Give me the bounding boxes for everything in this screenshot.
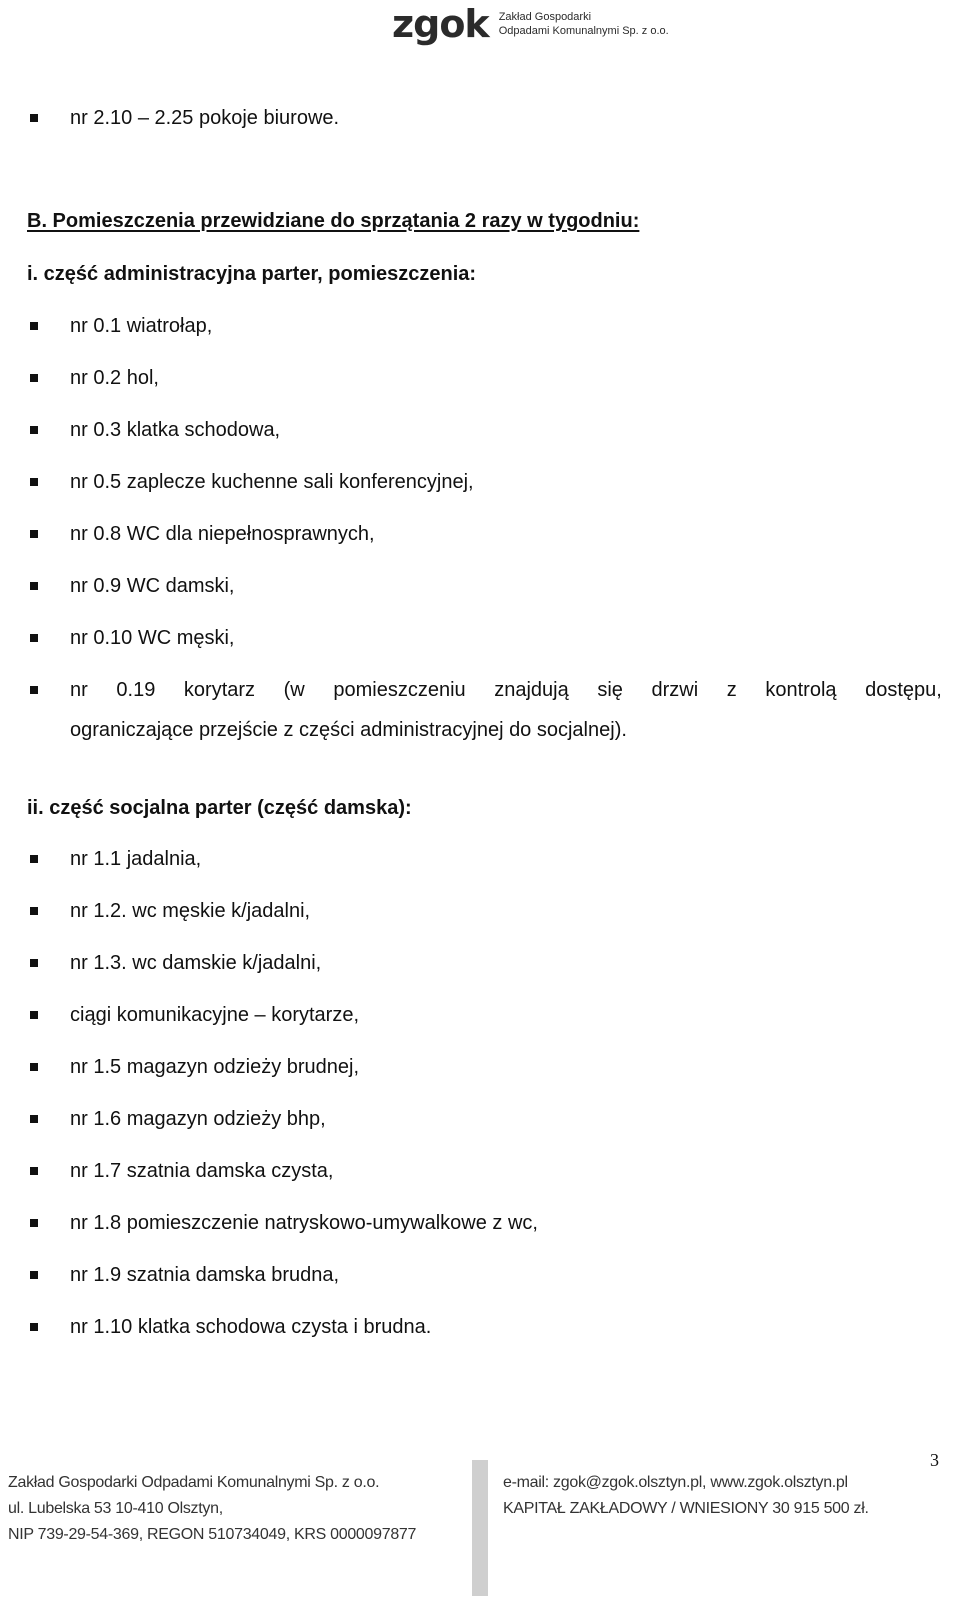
list-item-text [70, 680, 945, 740]
list-item-text: nr 1.9 szatnia damska brudna, [70, 1264, 340, 1286]
square-bullet-icon [30, 114, 38, 122]
square-bullet-icon [30, 1219, 38, 1227]
word: drzwi [651, 679, 699, 701]
square-bullet-icon [30, 478, 38, 486]
list-item-text: nr 0.1 wiatrołap, [70, 315, 213, 337]
footer-registration: NIP 739-29-54-369, REGON 510734049, KRS 0000097877 [8, 1526, 417, 1543]
square-bullet-icon [30, 1167, 38, 1175]
list-item-text: nr 1.1 jadalnia, [70, 848, 202, 870]
square-bullet-icon [30, 530, 38, 538]
word: znajdują [494, 679, 569, 701]
word: 0.19 [116, 679, 156, 701]
square-bullet-icon [30, 1323, 38, 1331]
company-logo [392, 4, 669, 44]
square-bullet-icon [30, 959, 38, 967]
logo-text [499, 10, 669, 38]
footer-divider [472, 1460, 488, 1596]
square-bullet-icon [30, 686, 38, 694]
continuation-line: ograniczające przejście z części administracyjnej do socjalnej). [70, 719, 627, 741]
list-item-text: nr 0.5 zaplecze kuchenne sali konferencyjnej, [70, 471, 474, 493]
word: z [726, 679, 737, 701]
list-item-text: ciągi komunikacyjne – korytarze, [70, 1004, 360, 1026]
section-b-heading: B. Pomieszczenia przewidziane do sprzątania 2 razy w tygodniu: [27, 210, 640, 232]
list-item-text: nr 2.10 – 2.25 pokoje biurowe. [70, 107, 340, 129]
list-item-text: nr 1.7 szatnia damska czysta, [70, 1160, 334, 1182]
footer-company-name: Zakład Gospodarki Odpadami Komunalnymi Sp. z o.o. [8, 1474, 380, 1491]
square-bullet-icon [30, 322, 38, 330]
list-item-text: nr 0.8 WC dla niepełnosprawnych, [70, 523, 375, 545]
page-footer [0, 1470, 960, 1601]
justified-line [70, 680, 942, 700]
list-item-text: nr 1.5 magazyn odzieży brudnej, [70, 1056, 360, 1078]
footer-address: ul. Lubelska 53 10-410 Olsztyn, [8, 1500, 223, 1517]
list-item-text: nr 1.10 klatka schodowa czysta i brudna. [70, 1316, 432, 1338]
logo-mark: zgok [392, 2, 489, 46]
square-bullet-icon [30, 855, 38, 863]
list-item-text: nr 0.9 WC damski, [70, 575, 235, 597]
logo-line-1: Zakład Gospodarki [498, 11, 592, 23]
footer-company-info [8, 1470, 416, 1548]
word: się [597, 679, 623, 701]
word: dostępu, [865, 679, 942, 701]
square-bullet-icon [30, 1063, 38, 1071]
list-item-text: nr 1.3. wc damskie k/jadalni, [70, 952, 322, 974]
page-header [0, 0, 960, 60]
page-number: 3 [930, 1450, 939, 1470]
list-item-text: nr 1.2. wc męskie k/jadalni, [70, 900, 311, 922]
square-bullet-icon [30, 907, 38, 915]
logo-line-2: Odpadami Komunalnymi Sp. z o.o. [498, 25, 669, 37]
footer-contact: e-mail: zgok@zgok.olsztyn.pl, www.zgok.olsztyn.pl [503, 1474, 848, 1491]
square-bullet-icon [30, 1271, 38, 1279]
square-bullet-icon [30, 374, 38, 382]
square-bullet-icon [30, 426, 38, 434]
list-item-text: nr 0.3 klatka schodowa, [70, 419, 281, 441]
square-bullet-icon [30, 1115, 38, 1123]
list-item-text: nr 1.6 magazyn odzieży bhp, [70, 1108, 326, 1130]
part-ii-heading: ii. część socjalna parter (część damska): [27, 797, 412, 819]
square-bullet-icon [30, 1011, 38, 1019]
square-bullet-icon [30, 582, 38, 590]
list-item-text: nr 1.8 pomieszczenie natryskowo-umywalkowe z wc, [70, 1212, 538, 1234]
part-i-heading: i. część administracyjna parter, pomieszczenia: [27, 263, 477, 285]
list-item-text: nr 0.2 hol, [70, 367, 159, 389]
word: nr [70, 679, 88, 701]
word: (w [283, 679, 305, 701]
footer-contact-info [503, 1470, 869, 1522]
word: korytarz [183, 679, 256, 701]
word: kontrolą [765, 679, 837, 701]
list-item-text: nr 0.10 WC męski, [70, 627, 235, 649]
square-bullet-icon [30, 634, 38, 642]
word: pomieszczeniu [333, 679, 466, 701]
footer-capital: KAPITAŁ ZAKŁADOWY / WNIESIONY 30 915 500 zł. [503, 1500, 869, 1517]
